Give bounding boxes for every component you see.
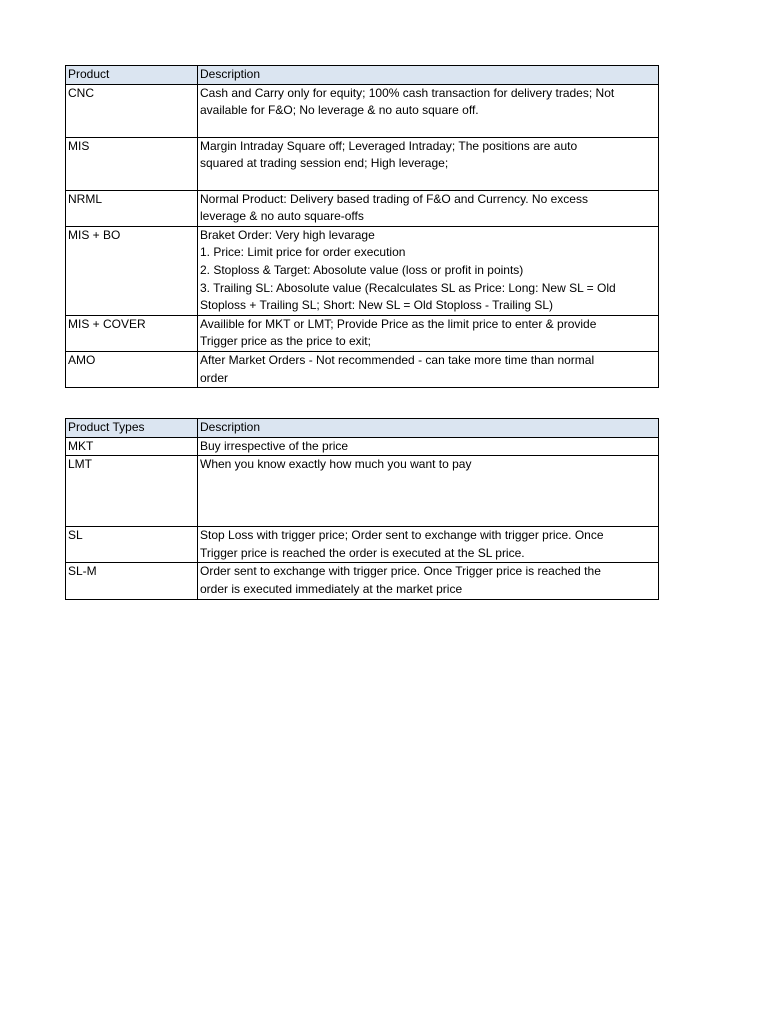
description-line: leverage & no auto square-offs [200, 209, 364, 224]
description-line: Normal Product: Delivery based trading of F&O and Currency. No excess [200, 191, 588, 206]
table-row [66, 137, 659, 190]
table-row [66, 84, 659, 137]
product-type-cell: LMT [66, 456, 198, 527]
table-row [66, 315, 659, 351]
table-row [66, 226, 659, 315]
description-line: After Market Orders - Not recommended - can take more time than normal [200, 352, 595, 367]
description-line: Cash and Carry only for equity; 100% cash transaction for delivery trades; Not [200, 85, 615, 100]
product-cell: MIS + BO [66, 226, 198, 315]
column-header-product-types: Product Types [66, 419, 198, 438]
product-cell: CNC [66, 84, 198, 137]
description-line: Availible for MKT or LMT; Provide Price as the limit price to enter & provide [200, 316, 597, 331]
description-line: Trigger price is reached the order is executed at the SL price. [200, 545, 525, 560]
description-cell [198, 437, 659, 456]
description-line: 3. Trailing SL: Abosolute value (Recalculates SL as Price: Long: New SL = Old [200, 280, 616, 295]
table-header-row [66, 419, 659, 438]
product-type-cell: SL [66, 527, 198, 563]
product-cell: AMO [66, 351, 198, 387]
column-header-description: Description [198, 66, 659, 85]
product-cell: MIS [66, 137, 198, 190]
description-line: 2. Stoploss & Target: Abosolute value (loss or profit in points) [200, 262, 524, 277]
description-line: Margin Intraday Square off; Leveraged Intraday; The positions are auto [200, 138, 578, 153]
table-row [66, 527, 659, 563]
description-cell [198, 137, 659, 190]
product-cell: NRML [66, 190, 198, 226]
description-line: 1. Price: Limit price for order execution [200, 245, 406, 260]
description-line: Stop Loss with trigger price; Order sent to exchange with trigger price. Once [200, 528, 604, 543]
table-row [66, 190, 659, 226]
description-cell [198, 190, 659, 226]
description-line: order [200, 370, 229, 385]
table-row [66, 456, 659, 527]
description-cell [198, 315, 659, 351]
description-line: order is executed immediately at the market price [200, 581, 463, 596]
description-line: Braket Order: Very high levarage [200, 227, 375, 242]
product-type-cell: MKT [66, 437, 198, 456]
table-row [66, 563, 659, 599]
description-cell [198, 226, 659, 315]
description-cell [198, 351, 659, 387]
product-type-cell: SL-M [66, 563, 198, 599]
description-line: available for F&O; No leverage & no auto square off. [200, 103, 479, 118]
description-line: When you know exactly how much you want to pay [200, 457, 472, 472]
product-types-table [65, 418, 659, 600]
description-cell [198, 563, 659, 599]
description-line: Buy irrespective of the price [200, 438, 349, 453]
column-header-product: Product [66, 66, 198, 85]
description-cell [198, 527, 659, 563]
description-cell [198, 456, 659, 527]
column-header-description: Description [198, 419, 659, 438]
description-line: Trigger price as the price to exit; [200, 334, 371, 349]
description-cell [198, 84, 659, 137]
table-row [66, 437, 659, 456]
description-line: Stoploss + Trailing SL; Short: New SL = Old Stoploss - Trailing SL) [200, 298, 554, 313]
products-table [65, 65, 659, 388]
description-line: squared at trading session end; High leverage; [200, 156, 449, 171]
table-header-row [66, 66, 659, 85]
description-line: Order sent to exchange with trigger price. Once Trigger price is reached the [200, 564, 601, 579]
table-row [66, 351, 659, 387]
product-cell: MIS + COVER [66, 315, 198, 351]
